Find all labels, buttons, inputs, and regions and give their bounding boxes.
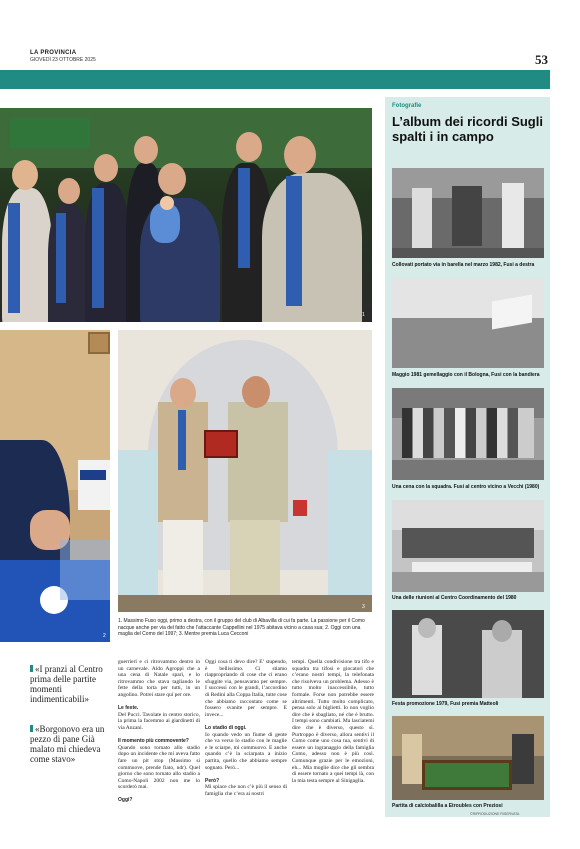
masthead: LA PROVINCIA <box>30 50 77 56</box>
page-header <box>0 0 580 92</box>
teal-band <box>0 70 550 89</box>
article-column-1: guerrieri e ci ritrovammo dentro in un carnevale. Aldo Agroppi che a una cena di Natale sparì, e lo ritrovammo che stava tagliando le fette della torta per tutti, in un angolino. Potrei stare qui per ore. Le feste. Del Pucci. Tavolate in centro storico, la prima la facemmo ai giardinetti di via Anzani. Il momento più commovente? Quando sono tornato allo stadio dopo un incidente che mi aveva fatto fare un pit stop (Massimo si commuove, prende fiato, ndr). Quel giorno che sono tornato allo stadio a Como-Napoli 2002 non me lo scorderò mai. Oggi? <box>118 659 200 804</box>
article-column-3: tempi. Quella condivisione tra tifo e squadra tra tifosi e giocatori che c’erano nostri tempi, la telefonata che risolveva un problema. Adesso è tutto molto inaccessibile, tutto formale. Forse non potrebbe essere altrimenti. Tutto molto complicato, pensa solo ai biglietti. Io non voglio dire che è sbagliato, né che è brutto. I tempi sono cambiati. Ma lasciatemi dire che è diverso, questo sì. Purtroppo è diverso, allora sentivi il Como come uno cosa tua, sentivi di essere un ingranaggio della famiglia Como, adesso non è più così. Comunque grazie per le emozioni, eh... Mia moglie dice che gli sembra di essere tornato a quei tempi là, con la mia testa sempre al Sinigaglia. <box>292 659 374 784</box>
thumb-caption-2: Maggio 1981 gemellaggio con il Bologna, Fusi con la bandiera <box>392 372 540 378</box>
photo-number-1: 1 <box>362 312 365 318</box>
photo-number-2: 2 <box>103 633 106 639</box>
thumb-foosball <box>392 716 544 800</box>
sidebar-kicker: Fotografie <box>392 103 422 109</box>
photo-supporters-group <box>0 108 372 322</box>
page-number: 53 <box>535 52 548 67</box>
thumb-caption-5: Festa promozione 1979, Fusi premia Matteoli <box>392 701 499 707</box>
thumb-caption-1: Collovati portato via in barella nel marzo 1982, Fusi a destra <box>392 262 535 268</box>
thumb-team-dinner <box>392 388 544 480</box>
photo-caption: 1. Massimo Fuso oggi, primo a destra, con il gruppo del club di Albavilla di cui fa parte. La passione per il Como nacque anche per via del fatto che l’attaccante Cappellini nel 1975 abitava vicino a casa sua; 2. Oggi con una maglia del Como del 1997; 3. Mentre premia Luca Cecconi <box>118 618 365 637</box>
photo-award-ceremony <box>118 330 372 612</box>
sidebar-title: L’album dei ricordi Sugli spalti i in campo <box>392 114 543 144</box>
pullquote-1: «I pranzi al Centro prima delle partite momenti indimenticabili» <box>30 664 103 704</box>
photo-number-3: 3 <box>362 604 365 610</box>
thumb-promotion-party <box>392 610 544 698</box>
thumb-stretcher <box>392 168 544 258</box>
pullquote-2: «Borgonovo era un pezzo di pane Già malato mi chiedeva come stavo» <box>30 724 105 764</box>
thumb-caption-4: Una delle riunioni al Centro Coordinamento del 1980 <box>392 595 517 601</box>
thumb-caption-6: Partita di calciobalilla a Etroubles con Preziosi <box>392 803 503 809</box>
thumb-caption-3: Una cena con la squadra. Fusi al centro vicino a Vecchi (1980) <box>392 484 540 490</box>
copyright-credit: ©RIPRODUZIONE RISERVATA <box>470 812 520 816</box>
photo-jersey <box>0 330 110 642</box>
article-column-2: Oggi cosa ti devo dire? E’ stupendo, è bellissimo. Ci stiamo riappropriando di cose che ci erano sfuggite via, pensavamo per sempre. I successi con le grandi, l’accordino di Redini alla Coppa Italia, tutte cose che abbiamo raccontato come se fossero svanite per sempre. E invece... Lo stadio di oggi. Io quando vedo un fiume di gente che va verso lo stadio con le maglie e le sciarpe, mi commuovo. E anche quando c’è la sciarpata a inizio partita, quello che abbiamo sempre sognato. Però... Però? Mi spiace che non c’è più il senso di famiglia che c’era ai nostri <box>205 659 287 797</box>
thumb-meeting <box>392 500 544 592</box>
dateline: GIOVEDÌ 23 OTTOBRE 2025 <box>30 57 96 63</box>
thumb-bologna <box>392 278 544 368</box>
